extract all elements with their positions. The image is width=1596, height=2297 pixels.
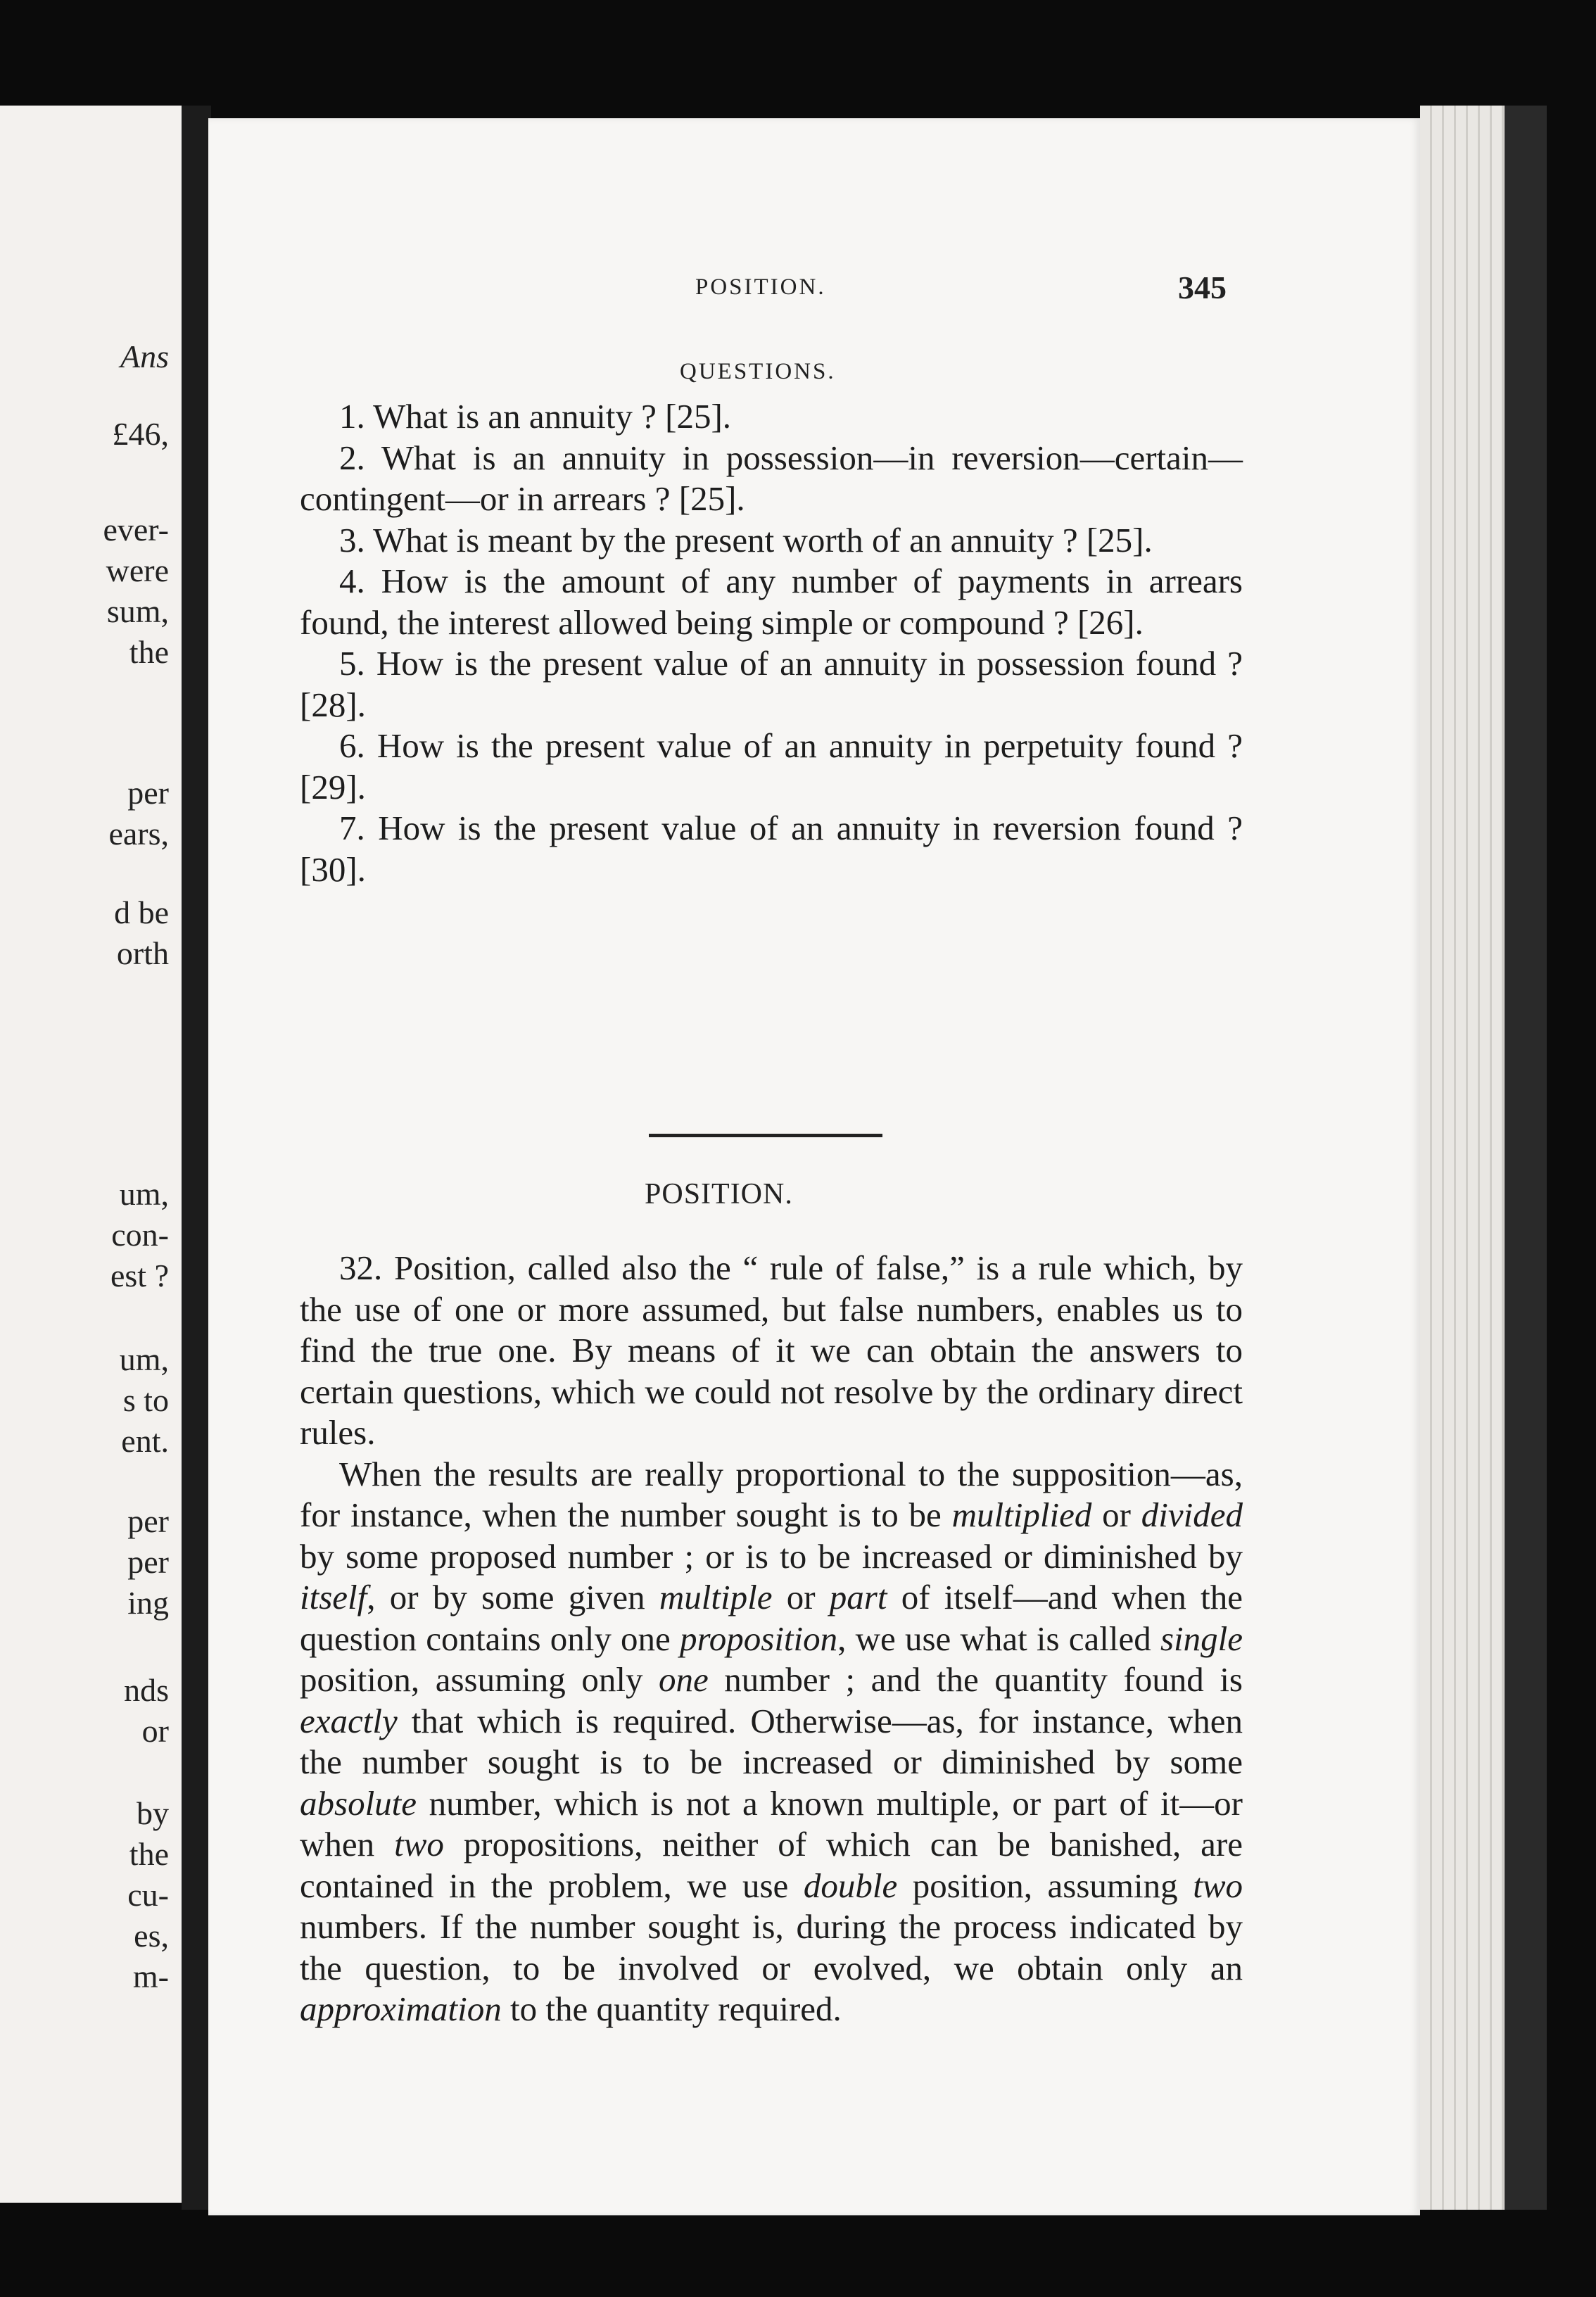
italic-term: two [1193, 1866, 1243, 1905]
left-fragment: s to [122, 1382, 169, 1418]
left-fragment: £46, [112, 416, 169, 452]
questions-heading: QUESTIONS. [680, 359, 836, 384]
left-fragment: or [141, 1713, 169, 1749]
left-fragment: orth [116, 935, 169, 971]
left-fragment: ears, [108, 816, 169, 852]
left-fragment: the [129, 634, 169, 670]
paragraph-32: 32. Position, called also the “ rule of false,” is a rule which, by the use of one or more assumed, but false numbers, enables us to find the true one. By means of it we can obtain the answers to certain questions, which we could not resolve by the ordinary direct rules. [300, 1248, 1243, 1452]
italic-term: exactly [300, 1701, 398, 1740]
main-page [208, 118, 1420, 2215]
left-fragment: per [127, 1544, 169, 1580]
book-cover-edge [1505, 106, 1547, 2210]
section-heading: POSITION. [645, 1178, 793, 1210]
left-fragment: nds [124, 1672, 169, 1708]
left-fragment: con- [111, 1217, 169, 1253]
position-body [300, 1248, 1243, 2030]
left-fragment: es, [134, 1918, 169, 1954]
page-number: 345 [1178, 270, 1227, 305]
left-fragment: Ans [120, 338, 169, 374]
question-item: 2. What is an annuity in possession—in reversion—certain—contingent—or in arrears ? [25]. [300, 438, 1243, 518]
left-fragment: um, [119, 1176, 169, 1212]
italic-term: single [1160, 1619, 1243, 1658]
question-item: 5. How is the present value of an annuity in possession found ? [28]. [300, 644, 1243, 724]
left-fragment: um, [119, 1341, 169, 1377]
italic-term: part [829, 1578, 887, 1616]
italic-term: itself [300, 1578, 367, 1616]
italic-term: proposition [680, 1619, 838, 1658]
italic-term: multiple [659, 1578, 773, 1616]
italic-term: divided [1141, 1495, 1243, 1534]
left-fragment: cu- [127, 1877, 169, 1913]
left-fragment: ing [127, 1585, 169, 1621]
italic-term: approximation [300, 1989, 502, 2028]
italic-term: one [659, 1660, 709, 1699]
left-fragment: per [127, 775, 169, 811]
italic-term: absolute [300, 1783, 417, 1823]
left-fragment: ever- [103, 512, 169, 548]
left-fragment: by [137, 1795, 169, 1831]
question-item: 7. How is the present value of an annuity in reversion found ? [30]. [300, 809, 1243, 889]
section-divider [649, 1134, 882, 1137]
question-item: 6. How is the present value of an annuity in perpetuity found ? [29]. [300, 726, 1243, 806]
paragraph-supposition: When the results are really proportional to the supposition—as, for instance, when the number sought is to be multiplied or divided by some proposed number ; or is to be increased or diminished by itself, or by some given multiple or part of itself—and when the question contains only one proposition, we use what is called single position, assuming only one number ; and the quantity found is exactly that which is required. Otherwise—as, for instance, when the number sought is to be increased or diminished by some absolute number, which is not a known multiple, or part of it—or when two propositions, neither of which can be banished, are contained in the problem, we use double position, assuming two numbers. If the number sought is, during the process indicated by the question, to be involved or evolved, we obtain only an approximation to the quantity required. [300, 1454, 1243, 2028]
book-gutter [182, 106, 211, 2210]
question-item: 4. How is the amount of any number of payments in arrears found, the interest allowed being simple or compound ? [26]. [300, 562, 1243, 642]
left-fragment: sum, [106, 593, 169, 629]
left-fragment: m- [132, 1959, 169, 1994]
page-edges [1420, 106, 1505, 2210]
italic-term: multiplied [951, 1495, 1092, 1534]
left-fragment: ent. [121, 1423, 169, 1459]
question-item: 1. What is an annuity ? [25]. [339, 397, 732, 436]
running-head: POSITION. [695, 274, 826, 300]
left-fragment: the [129, 1836, 169, 1872]
left-fragment: per [127, 1503, 169, 1539]
italic-term: two [394, 1825, 444, 1863]
left-facing-page [0, 106, 184, 2203]
questions-list [300, 396, 1243, 890]
left-fragment: d be [114, 894, 169, 930]
italic-term: double [803, 1866, 898, 1905]
left-fragment: were [106, 552, 169, 588]
question-item: 3. What is meant by the present worth of an annuity ? [25]. [339, 520, 1153, 559]
left-fragment: est ? [110, 1258, 169, 1293]
